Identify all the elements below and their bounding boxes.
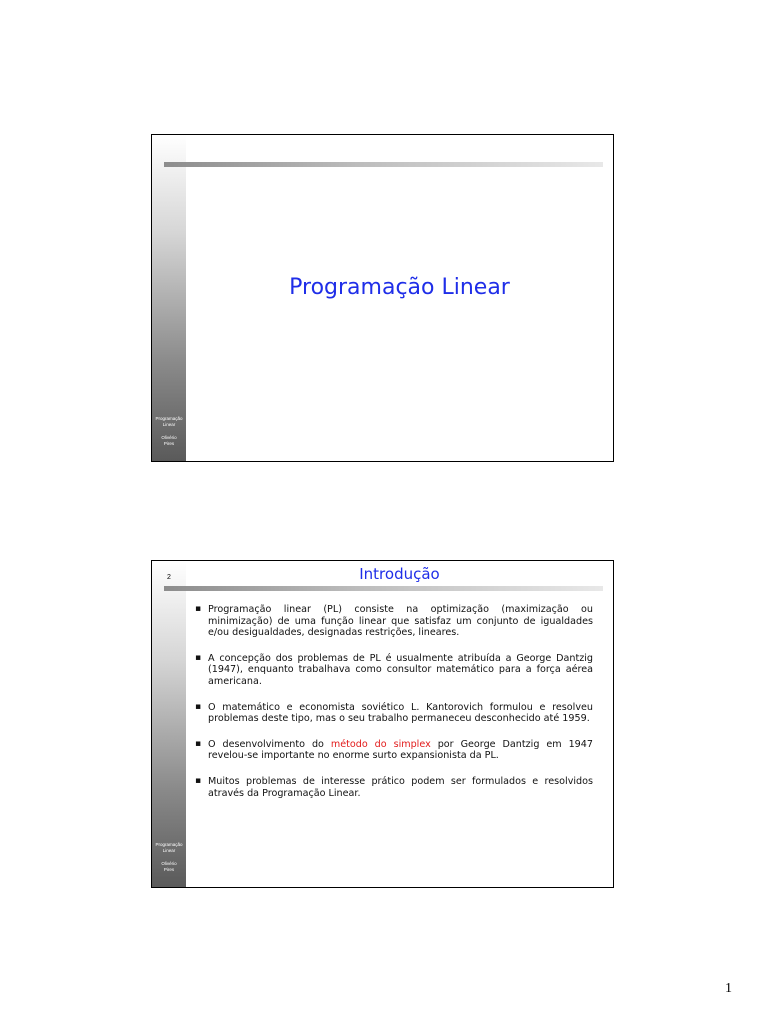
bullet-item: ▪ A concepção dos problemas de PL é usualmente atribuída a George Dantzig (1947), enquanto trabalhava como consultor matemático para a força aérea americana.: [208, 653, 593, 688]
bullet-text: por George Dantzig em 1947 revelou-se importante no enorme surto expansionista da PL.: [208, 738, 593, 762]
bullet-item: ▪ Programação linear (PL) consiste na optimização (maximização ou minimização) de uma função linear que satisfaz um conjunto de igualdades e/ou desigualdades, designadas restrições, lineares.: [208, 604, 593, 639]
sidebar-title: Programação Linear: [155, 842, 183, 853]
slide-title: Introdução: [359, 565, 440, 583]
slide-sidebar: [152, 135, 186, 461]
bullet-item: [208, 739, 593, 762]
bullet-item: ▪ O matemático e economista soviético L. Kantorovich formulou e resolveu problemas deste tipo, mas o seu trabalho permaneceu desconhecido até 1959.: [208, 702, 593, 725]
highlighted-term: método do simplex: [330, 738, 431, 750]
bullet-item: ▪ Muitos problemas de interesse prático podem ser formulados e resolvidos através da Programação Linear.: [208, 776, 593, 799]
slide-top-bar: [164, 586, 603, 591]
slide-sidebar: [152, 561, 186, 887]
sidebar-author: Olivério Pires: [161, 861, 177, 872]
page-number: 1: [725, 981, 732, 996]
bullet-text: O desenvolvimento do: [208, 738, 331, 750]
slide-2: [151, 560, 614, 888]
slide-top-bar: [164, 162, 603, 167]
slide-number: 2: [167, 574, 171, 581]
bullet-list: [208, 604, 593, 813]
slide-title: Programação Linear: [289, 275, 510, 300]
sidebar-author: Olivério Pires: [161, 435, 177, 446]
sidebar-title: Programação Linear: [155, 416, 183, 427]
slide-1: [151, 134, 614, 462]
